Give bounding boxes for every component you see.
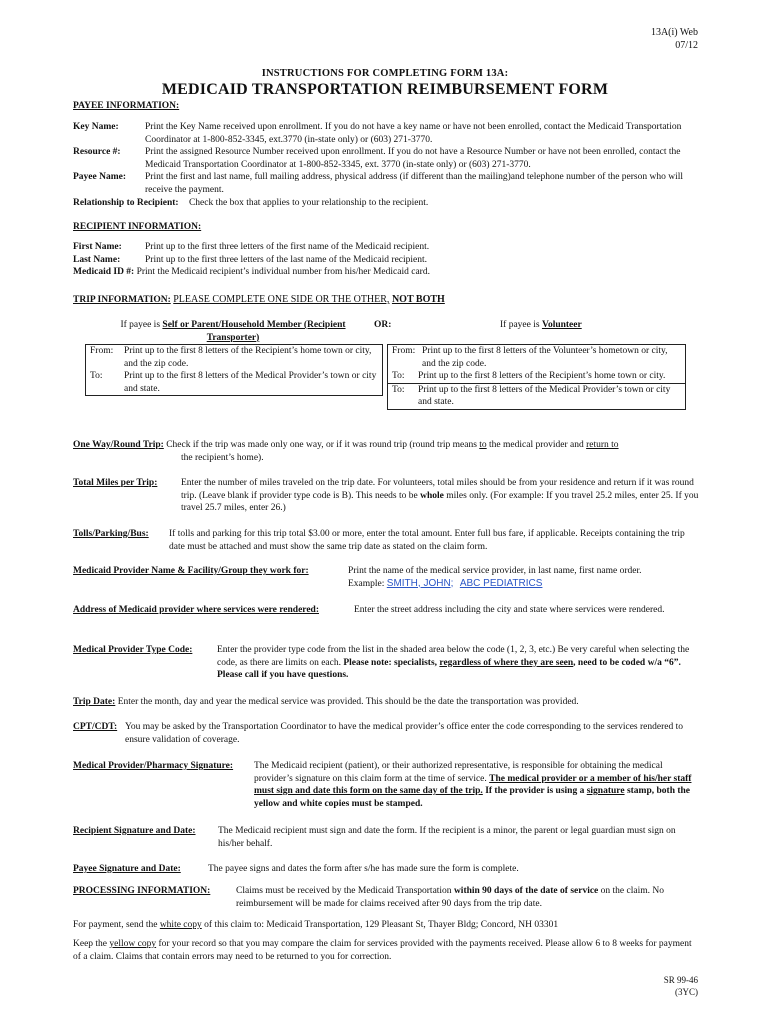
keep-text2: for your record so that you may compare the claim for services provided with the payments received. Please allow 6 to 8 weeks for payment of a claim. Claims that contain errors may need to be returned to you for correction. bbox=[73, 939, 692, 962]
key-name-label: Key Name: bbox=[73, 122, 119, 132]
vol-to2-label: To: bbox=[392, 384, 405, 395]
form-title: MEDICAID TRANSPORTATION REIMBURSEMENT FORM bbox=[161, 81, 609, 98]
address-section bbox=[73, 604, 699, 617]
vol-to1-label: To: bbox=[392, 371, 405, 382]
processing-text bbox=[236, 885, 699, 910]
recipient-heading: RECIPIENT INFORMATION: bbox=[73, 222, 202, 232]
payee-name-label: Payee Name: bbox=[73, 172, 127, 183]
vol-from-cell bbox=[388, 345, 686, 371]
keep-text1: Keep the bbox=[73, 939, 110, 949]
trip-heading: TRIP INFORMATION: bbox=[73, 295, 171, 305]
trip-date-label: Trip Date: bbox=[73, 697, 116, 707]
trip-heading-not-both: NOT BOTH bbox=[391, 294, 445, 305]
vol-from-label: From: bbox=[392, 346, 416, 356]
resource-label: Resource #: bbox=[73, 147, 121, 158]
recipient-signature-section bbox=[73, 825, 699, 850]
trip-heading-line bbox=[73, 294, 445, 307]
self-trip-table bbox=[85, 344, 383, 396]
processing-section bbox=[73, 885, 699, 910]
self-to-cell bbox=[86, 370, 383, 396]
provider-name-text: Print the name of the medical service provider, in last name, first name order. bbox=[348, 566, 642, 576]
one-way-return-to: return to bbox=[586, 440, 619, 450]
keep-section bbox=[73, 938, 699, 963]
processing-bold: within 90 days of the date of service bbox=[453, 886, 599, 896]
one-way-section bbox=[73, 439, 699, 464]
left-intro bbox=[98, 319, 368, 344]
instructions-title: INSTRUCTIONS FOR COMPLETING FORM 13A: bbox=[261, 68, 509, 79]
resource-row bbox=[73, 146, 699, 171]
signature-bold2: If the provider is using a bbox=[482, 786, 587, 797]
self-from-cell bbox=[86, 345, 383, 371]
medicaid-id-row bbox=[73, 266, 699, 279]
right-intro bbox=[500, 319, 582, 332]
type-code-text1: Enter the provider type code from the list in the shaded area below the code (1, 2, 3, etc.) Be very careful when selecting the code, as there are limits on each. bbox=[217, 645, 690, 668]
vol-to2-row bbox=[388, 383, 686, 409]
one-way-label: One Way/Round Trip: bbox=[73, 440, 164, 450]
payment-text2: of this claim to: Medicaid Transportation, 129 Pleasant St, Thayer Bldg; Concord, NH 03301 bbox=[201, 920, 559, 930]
tolls-text: If tolls and parking for this trip total $3.00 or more, enter the total amount. Enter full bus fare, if applicable. Receipts containing the trip date must be attached and must show the same trip date as stated on the claim form. bbox=[169, 529, 685, 552]
address-text: Enter the street address including the city and state where services were rendered. bbox=[354, 605, 665, 615]
one-way-text2: the medical provider and bbox=[486, 440, 587, 450]
type-code-label: Medical Provider Type Code: bbox=[73, 645, 193, 655]
signature-text bbox=[254, 760, 699, 810]
recipient-section bbox=[73, 241, 699, 279]
recipient-signature-label: Recipient Signature and Date: bbox=[73, 826, 196, 836]
payee-name-row bbox=[73, 171, 699, 196]
vol-to1-cell bbox=[388, 370, 686, 383]
miles-text1: Enter the number of miles traveled on the trip date. For volunteers, total miles should be from your residence and return if it was round trip. (Leave blank if provider type code is B). This needs to be bbox=[181, 478, 694, 501]
type-code-note: Please note: specialists, bbox=[343, 657, 440, 668]
example-label: Example: bbox=[348, 578, 385, 589]
trip-heading-rest: PLEASE COMPLETE ONE SIDE OR THE OTHER, bbox=[173, 294, 390, 305]
payee-signature-text: The payee signs and dates the form after s/he has made sure the form is complete. bbox=[208, 864, 519, 874]
type-code-note2: , need to be coded w/a “6”. Please call if you have questions. bbox=[217, 657, 681, 681]
first-name-row bbox=[73, 241, 699, 254]
payment-text1: For payment, send the bbox=[73, 920, 160, 930]
last-name-row bbox=[73, 254, 699, 267]
miles-text bbox=[181, 477, 699, 515]
example-group: ABC PEDIATRICS bbox=[459, 577, 543, 589]
last-name-text: Print up to the first three letters of the last name of the Medicaid recipient. bbox=[145, 254, 428, 265]
provider-name-text-block bbox=[348, 565, 699, 590]
key-name-text: Print the Key Name received upon enrollment. If you do not have a key name or have not been enrolled, contact the Medicaid Transportation Coordinator at 1-800-852-3345, ext.3770 (in-state only) or (603) 271-3770. bbox=[145, 122, 682, 145]
self-from-row bbox=[86, 345, 383, 371]
footer-sr: SR 99-46 bbox=[663, 975, 698, 985]
self-to-label: To: bbox=[90, 371, 103, 382]
payee-signature-label: Payee Signature and Date: bbox=[73, 864, 181, 874]
cpt-text: You may be asked by the Transportation Coordinator to have the medical provider’s office enter the code corresponding to the services rendered to ensure validation of coverage. bbox=[125, 722, 683, 745]
miles-label: Total Miles per Trip: bbox=[73, 478, 158, 488]
volunteer-trip-table bbox=[387, 344, 686, 410]
form-id: 13A(i) Web bbox=[650, 27, 698, 38]
last-name-label: Last Name: bbox=[73, 254, 121, 265]
payment-white-copy: white copy bbox=[159, 920, 202, 930]
example-name: SMITH, JOHN; bbox=[386, 577, 454, 589]
right-intro-bold: Volunteer bbox=[541, 320, 582, 330]
relationship-label: Relationship to Recipient: bbox=[73, 197, 179, 208]
type-code-section bbox=[73, 644, 699, 682]
tolls-section bbox=[73, 528, 699, 553]
vol-to2-text: Print up to the first 8 letters of the Medical Provider’s town or city and state. bbox=[418, 384, 671, 408]
provider-name-section bbox=[73, 565, 699, 590]
or-label: OR: bbox=[374, 320, 392, 330]
left-intro-bold: Self or Parent/Household Member (Recipient Transporter) bbox=[162, 320, 346, 343]
key-name-row bbox=[73, 121, 699, 146]
self-to-text: Print up to the first 8 letters of the Medical Provider’s town or city and state. bbox=[124, 371, 377, 394]
vol-from-row bbox=[388, 345, 686, 371]
signature-bold3: stamp, both the yellow and white copies must be stamped. bbox=[254, 786, 691, 809]
relationship-text: Check the box that applies to your relationship to the recipient. bbox=[188, 197, 429, 208]
self-from-text: Print up to the first 8 letters of the Recipient’s home town or city, and the zip code. bbox=[124, 346, 372, 369]
medicaid-id-text: Print the Medicaid recipient’s individual number from his/her Medicaid card. bbox=[136, 267, 430, 278]
type-code-text bbox=[217, 644, 699, 682]
miles-section bbox=[73, 477, 699, 515]
tolls-label: Tolls/Parking/Bus: bbox=[73, 529, 149, 539]
payee-signature-section bbox=[73, 863, 699, 876]
first-name-label: First Name: bbox=[73, 242, 122, 252]
self-to-row bbox=[86, 370, 383, 396]
first-name-text: Print up to the first three letters of the first name of the Medicaid recipient. bbox=[145, 242, 430, 252]
payee-section bbox=[73, 121, 699, 209]
medicaid-id-label: Medicaid ID #: bbox=[73, 267, 135, 278]
form-id-block bbox=[651, 26, 698, 52]
miles-whole: whole bbox=[420, 490, 444, 501]
processing-text1: Claims must be received by the Medicaid Transportation bbox=[236, 886, 454, 896]
cpt-section bbox=[73, 721, 699, 746]
one-way-to: to bbox=[479, 440, 487, 450]
signature-word: signature bbox=[586, 786, 625, 797]
self-from-label: From: bbox=[90, 346, 114, 356]
provider-name-label: Medicaid Provider Name & Facility/Group they work for: bbox=[73, 566, 309, 576]
processing-text2: on the claim. No reimbursement will be made for claims received after 90 days from the trip date. bbox=[236, 886, 664, 909]
form-date: 07/12 bbox=[675, 40, 698, 51]
resource-text: Print the assigned Resource Number received upon enrollment. If you do not have a Resource Number or have not been enrolled, contact the Medicaid Transportation Coordinator at 1-800-852-3345, ext. 3770 (in-state only) or (603) 271-3770. bbox=[145, 147, 681, 170]
payee-name-text: Print the first and last name, full mailing address, physical address (if different than the mailing)and telephone number of the person who will receive the payment. bbox=[145, 172, 684, 195]
footer-code: (3YC) bbox=[675, 987, 698, 997]
cpt-label: CPT/CDT: bbox=[73, 722, 118, 732]
signature-text1: The Medicaid recipient (patient), or their authorized representative, is responsible for obtaining the medical provider’s signature on this claim form at the time of service. bbox=[254, 761, 663, 784]
payment-section bbox=[73, 919, 699, 932]
relationship-row bbox=[73, 197, 699, 210]
signature-bold-u: The medical provider or a member of his/her staff must sign and date this form on the same day of the trip. bbox=[254, 773, 692, 797]
processing-label: PROCESSING INFORMATION: bbox=[73, 886, 211, 896]
trip-date-section bbox=[73, 696, 699, 709]
recipient-signature-text: The Medicaid recipient must sign and date the form. If the recipient is a minor, the parent or legal guardian must sign on his/her behalf. bbox=[218, 826, 676, 849]
type-code-regardless: regardless of where they are seen bbox=[439, 657, 574, 668]
trip-date-text: Enter the month, day and year the medical service was provided. This should be the date the transportation was provided. bbox=[117, 697, 579, 707]
vol-from-text: Print up to the first 8 letters of the Volunteer’s hometown or city, and the zip code. bbox=[422, 346, 668, 369]
signature-label: Medical Provider/Pharmacy Signature: bbox=[73, 761, 234, 771]
signature-section bbox=[73, 760, 699, 810]
vol-to2-cell bbox=[388, 383, 686, 409]
address-label: Address of Medicaid provider where services were rendered: bbox=[73, 605, 319, 615]
keep-yellow-copy: yellow copy bbox=[109, 939, 157, 949]
right-intro-text: If payee is bbox=[500, 320, 542, 330]
one-way-text1: Check if the trip was made only one way, or if it was round trip (round trip means bbox=[166, 440, 480, 450]
left-intro-text: If payee is bbox=[120, 320, 163, 330]
vol-to1-text: Print up to the first 8 letters of the Recipient’s home town or city. bbox=[418, 371, 666, 382]
footer-block bbox=[664, 974, 698, 998]
one-way-text3: the recipient’s home). bbox=[181, 452, 264, 463]
vol-to1-row bbox=[388, 370, 686, 383]
payee-heading: PAYEE INFORMATION: bbox=[73, 101, 180, 111]
miles-text2: miles only. (For example: If you travel 25.2 miles, enter 25. If you travel 25.7 miles, enter 26.) bbox=[181, 490, 699, 514]
